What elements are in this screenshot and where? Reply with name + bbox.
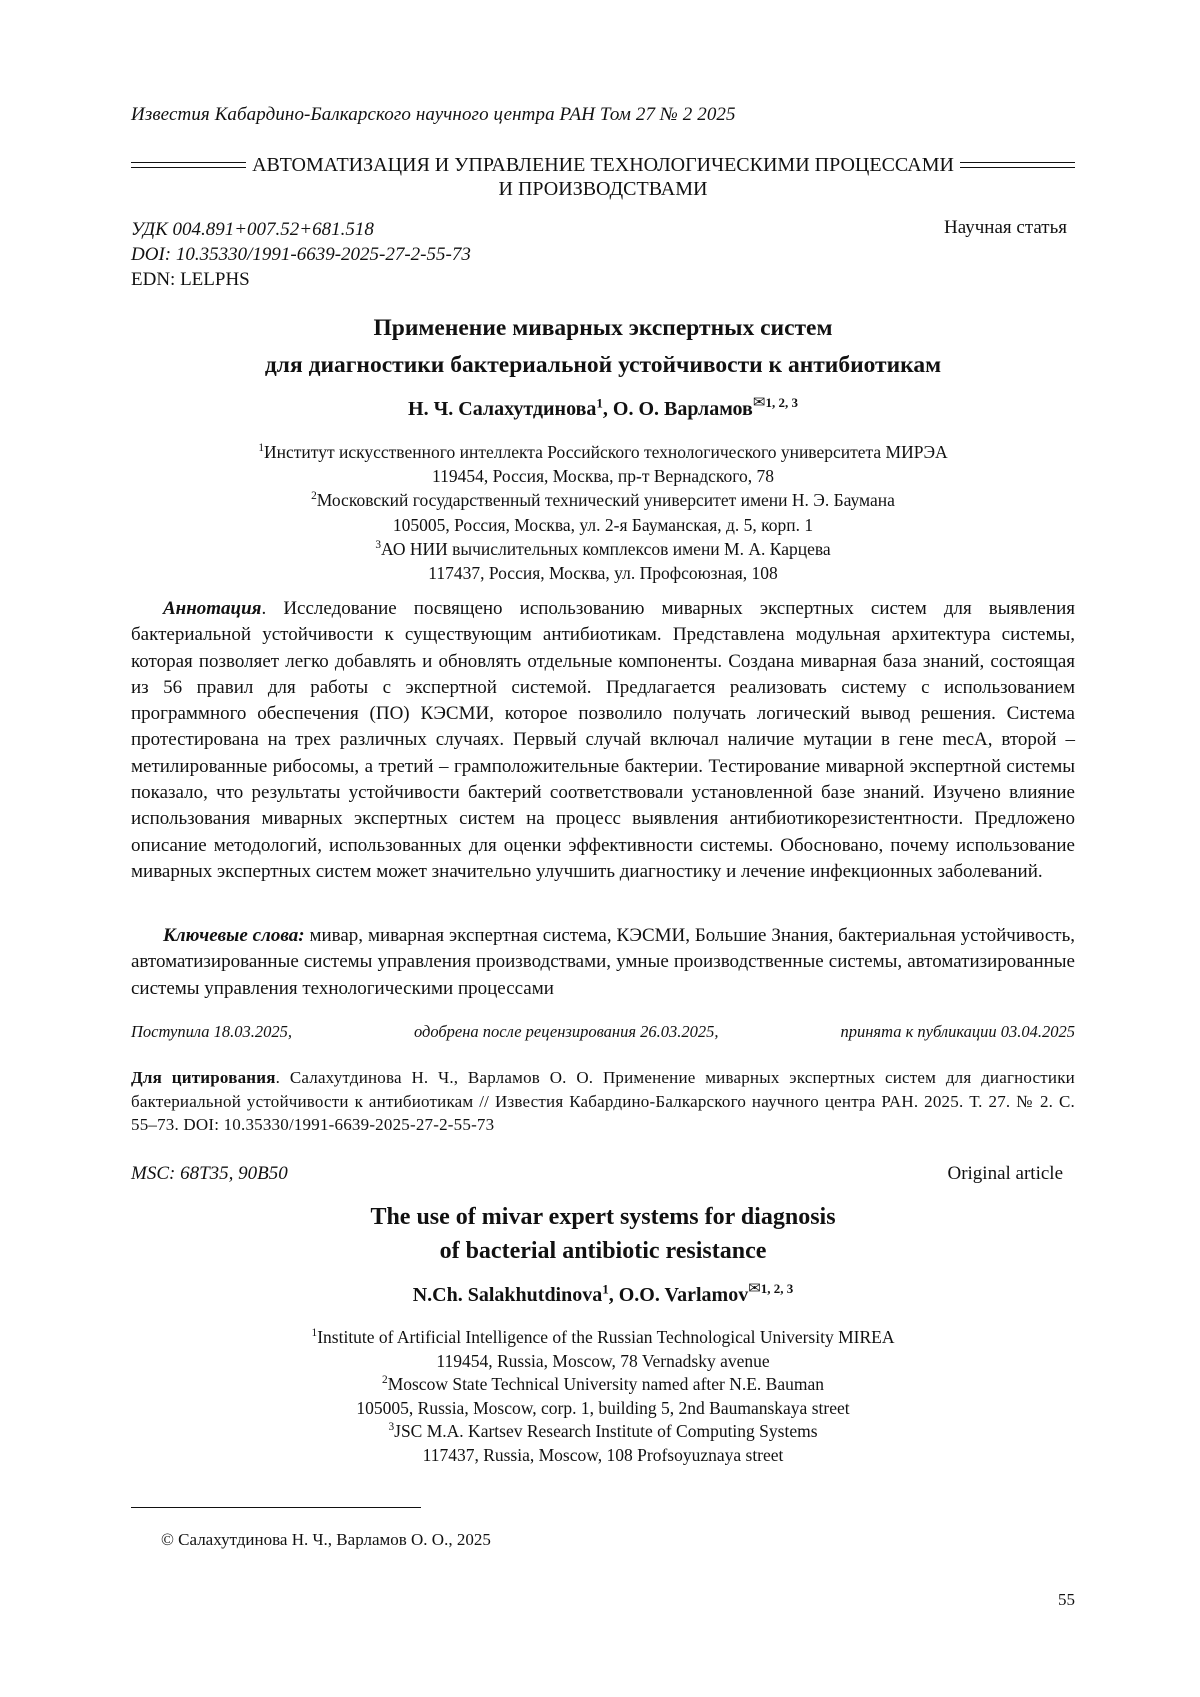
msc-codes: MSC: 68T35, 90B50: [131, 1163, 288, 1184]
author-sup: 1, 2, 3: [765, 395, 798, 411]
section-heading: [131, 152, 1075, 178]
affiliation-sup: 3: [388, 1421, 395, 1434]
article-type-en: Original article: [947, 1163, 1063, 1184]
abstract-label: Аннотация: [163, 598, 262, 619]
section-rule-right: [960, 162, 1075, 168]
section-title-line1: АВТОМАТИЗАЦИЯ И УПРАВЛЕНИЕ ТЕХНОЛОГИЧЕСКИМИ ПРОЦЕССАМИ: [252, 153, 954, 176]
author-separator: ,: [608, 1284, 619, 1306]
article-type-ru: Научная статья: [944, 217, 1067, 238]
affiliations-en: [131, 1326, 1075, 1467]
abstract-text: . Исследование посвящено использованию миварных экспертных систем для выявления бактериальной устойчивости к существующим антибиотикам. Представлена модульная архитектура системы, которая позволяет легко добавлять и обновлять отдельные компоненты. Создана миварная база знаний, состоящая из 56 правил для работы с экспертной системой. Предлагается реализовать систему с использованием программного обеспечения (ПО) КЭСМИ, которое позволило получать логический вывод решения. Система протестирована на трех различных случаях. Первый случай включал наличие мутации в гене mecA, второй – метилированные рибосомы, а третий – грамположительные бактерии. Тестирование миварной экспертной системы показало, что результаты устойчивости бактерий соответствовали установленной базе знаний. Изучено влияние использования миварных экспертных систем на процесс выявления антибиотикорезистентности. Предложено описание методологий, использованных для оценки эффективности системы. Обосновано, почему использование миварных экспертных систем может значительно улучшить диагностику и лечение инфекционных заболеваний.: [131, 598, 1075, 882]
author-varlamov-ru: О. О. Варламов: [612, 398, 753, 420]
affiliations-ru: [131, 440, 1075, 585]
article-title-ru: [131, 310, 1075, 384]
author-sup: 1, 2, 3: [760, 1281, 794, 1297]
keywords-text: мивар, миварная экспертная система, КЭСМИ, Большие Знания, бактериальная устойчивость, автоматизированные системы управления производствами, умные производственные системы, автоматизированные системы управления технологическими процессами: [131, 925, 1075, 999]
keywords-ru: [131, 923, 1075, 1002]
affiliation-sup: 2: [382, 1374, 388, 1387]
edn-code: EDN: LELPHS: [131, 269, 250, 290]
keywords-label: Ключевые слова:: [163, 925, 305, 946]
author-sup: 1: [596, 395, 603, 411]
date-accepted: принята к публикации 03.04.2025: [840, 1022, 1075, 1041]
author-varlamov-en: O.O. Varlamov: [618, 1284, 749, 1306]
author-sup: 1: [602, 1281, 609, 1297]
affiliation-name: $^1$Институт искусственного интеллекта Российского технологического университета МИРЭА: [258, 442, 948, 462]
date-approved: одобрена после рецензирования 26.03.2025,: [413, 1022, 719, 1041]
title-en-line2: of bacterial antibiotic resistance: [439, 1238, 767, 1264]
article-identifiers: [131, 217, 471, 292]
affiliation-sup: 1: [311, 1327, 318, 1340]
citation-block: [131, 1066, 1075, 1137]
footnote-divider: [131, 1507, 421, 1508]
affiliation-name: $^2$Московский государственный технический университет имени Н. Э. Баумана: [311, 490, 895, 511]
affiliation-sup: 3: [375, 538, 382, 551]
affiliation-name: $^2$Moscow State Technical University named after N.E. Bauman: [382, 1374, 824, 1394]
abstract-ru: [131, 596, 1075, 885]
affiliation-address: 117437, Russia, Moscow, 108 Profsoyuznaya street: [422, 1444, 784, 1465]
article-title-en: [131, 1200, 1075, 1268]
affiliation-sup: 2: [311, 490, 317, 503]
doi-link[interactable]: DOI: 10.35330/1991-6639-2025-27-2-55-73: [131, 244, 471, 265]
section-rule-left: [131, 162, 246, 168]
affiliation-address: 117437, Россия, Москва, ул. Профсоюзная, 108: [428, 563, 778, 584]
author-separator: ,: [602, 398, 613, 420]
affiliation-sup: 1: [258, 442, 265, 455]
affiliation-address: 105005, Russia, Moscow, corp. 1, building 5, 2nd Baumanskaya street: [356, 1397, 850, 1418]
citation-text: . Салахутдинова Н. Ч., Варламов О. О. Применение миварных экспертных систем для диагностики бактериальной устойчивости к антибиотикам // Известия Кабардино-Балкарского научного центра РАН. 2025. Т. 27. № 2. С. 55–73. DOI: 10.35330/1991-6639-2025-27-2-55-73: [131, 1068, 1075, 1134]
affiliation-address: 105005, Россия, Москва, ул. 2-я Бауманская, д. 5, корп. 1: [392, 514, 814, 535]
authors-en: [131, 1281, 1075, 1307]
journal-running-header: Известия Кабардино-Балкарского научного центра РАН Том 27 № 2 2025: [131, 104, 736, 125]
affiliation-address: 119454, Russia, Moscow, 78 Vernadsky avenue: [436, 1350, 770, 1371]
title-ru-line1: Применение миварных экспертных систем: [373, 315, 833, 341]
envelope-icon[interactable]: ✉: [748, 1281, 761, 1298]
affiliation-address: 119454, Россия, Москва, пр-т Вернадского, 78: [432, 466, 774, 487]
authors-ru: [131, 395, 1075, 421]
section-title-line2: И ПРОИЗВОДСТВАМИ: [498, 178, 708, 200]
author-salakhutdinova-ru: Н. Ч. Салахутдинова: [408, 398, 597, 420]
page-number: 55: [1058, 1590, 1075, 1609]
title-en-line1: The use of mivar expert systems for diagnosis: [370, 1204, 836, 1230]
affiliation-name: $^3$АО НИИ вычислительных комплексов имени М. А. Карцева: [375, 538, 831, 559]
affiliation-name: $^3$JSC M.A. Kartsev Research Institute of Computing Systems: [388, 1421, 818, 1441]
author-salakhutdinova-en: N.Ch. Salakhutdinova: [412, 1284, 603, 1306]
citation-label: Для цитирования: [131, 1068, 276, 1087]
article-dates: [131, 1022, 1075, 1042]
title-ru-line2: для диагностики бактериальной устойчивости к антибиотикам: [264, 352, 942, 378]
affiliation-name: $^1$Institute of Artificial Intelligence of the Russian Technological University MIREA: [311, 1327, 895, 1347]
date-received: Поступила 18.03.2025,: [131, 1022, 292, 1041]
udk-code: УДК 004.891+007.52+681.518: [131, 219, 374, 240]
copyright-notice: © Салахутдинова Н. Ч., Варламов О. О., 2025: [161, 1530, 491, 1549]
envelope-icon[interactable]: ✉: [752, 395, 766, 412]
